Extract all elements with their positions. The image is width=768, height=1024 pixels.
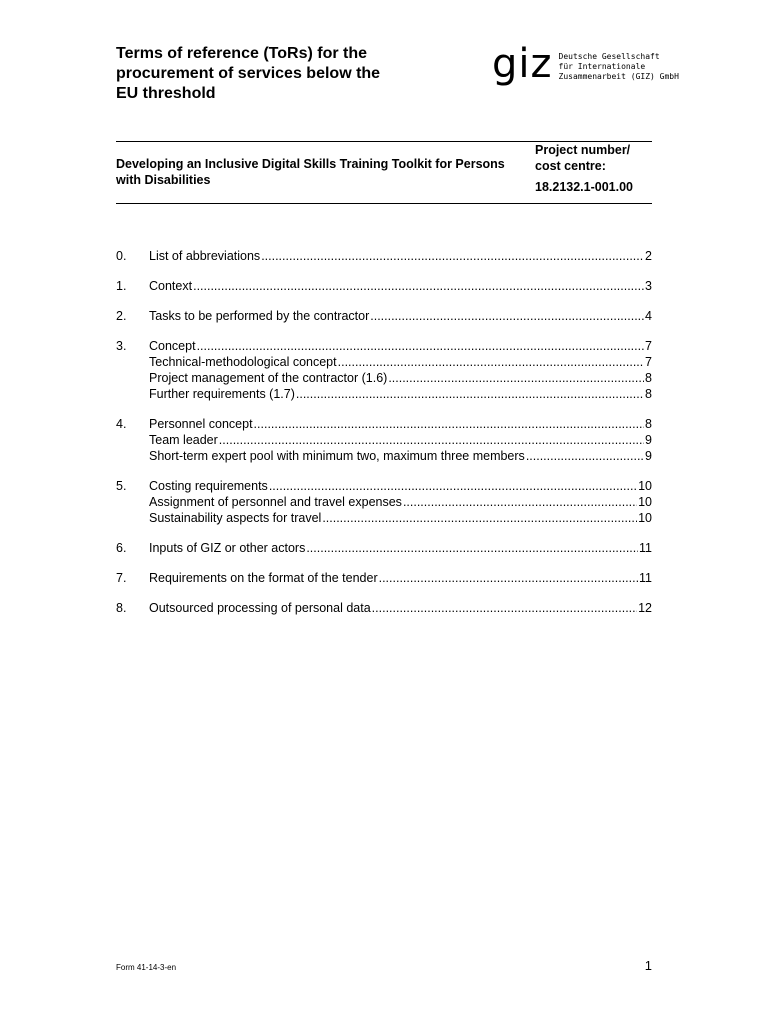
toc-dot-leader bbox=[306, 540, 638, 556]
toc-entry-title: Sustainability aspects for travel bbox=[149, 511, 322, 525]
toc-entry[interactable] bbox=[116, 448, 652, 464]
toc-entry-number: 5. bbox=[116, 479, 127, 493]
toc-entry-page: 12 bbox=[638, 601, 652, 615]
toc-dot-leader bbox=[372, 600, 637, 616]
project-title bbox=[116, 156, 526, 188]
toc-entry-title: Assignment of personnel and travel expenses bbox=[149, 495, 402, 509]
toc-entry-title: Further requirements (1.7) bbox=[149, 387, 295, 401]
toc-entry[interactable] bbox=[116, 416, 652, 432]
toc-dot-leader bbox=[379, 570, 638, 586]
toc-entry-title: Tasks to be performed by the contractor bbox=[149, 309, 370, 323]
form-number: Form 41-14-3-en bbox=[116, 963, 177, 972]
project-title-line: Developing an Inclusive Digital Skills Training Toolkit for Persons bbox=[116, 157, 505, 171]
toc-entry-number: 6. bbox=[116, 541, 127, 555]
toc-section bbox=[116, 338, 652, 402]
toc-entry[interactable] bbox=[116, 478, 652, 494]
toc-entry-title: Concept bbox=[149, 339, 196, 353]
toc-entry[interactable] bbox=[116, 570, 652, 586]
toc-dot-leader bbox=[219, 432, 644, 448]
toc-entry-page: 10 bbox=[638, 479, 652, 493]
project-title-line: with Disabilities bbox=[116, 173, 211, 187]
toc-section bbox=[116, 570, 652, 586]
toc-entry-title: Team leader bbox=[149, 433, 218, 447]
toc-entry-page: 7 bbox=[645, 355, 652, 369]
document-title-line: procurement of services below the bbox=[116, 65, 381, 82]
toc-entry-number: 0. bbox=[116, 249, 127, 263]
toc-entry[interactable] bbox=[116, 494, 652, 510]
toc-entry-title: List of abbreviations bbox=[149, 249, 261, 263]
toc-entry-page: 11 bbox=[639, 541, 652, 555]
toc-entry-page: 9 bbox=[645, 449, 652, 463]
toc-entry-number: 1. bbox=[116, 279, 127, 293]
toc-entry-number: 4. bbox=[116, 417, 127, 431]
toc-entry[interactable] bbox=[116, 370, 652, 386]
project-number-label-line: Project number/ bbox=[535, 143, 631, 157]
toc-entry-number: 2. bbox=[116, 309, 127, 323]
project-number-label-line: cost centre: bbox=[535, 159, 606, 173]
project-number: 18.2132.1-001.00 bbox=[535, 180, 634, 194]
toc-dot-leader bbox=[261, 248, 644, 264]
toc-entry[interactable] bbox=[116, 600, 652, 616]
toc-entry-page: 3 bbox=[645, 279, 652, 293]
toc-entry-title: Technical-methodological concept bbox=[149, 355, 337, 369]
page-number: 1 bbox=[644, 958, 652, 973]
toc-entry-number: 3. bbox=[116, 339, 127, 353]
toc-dot-leader bbox=[269, 478, 637, 494]
toc-entry-page: 11 bbox=[639, 571, 652, 585]
toc-dot-leader bbox=[338, 354, 644, 370]
toc-entry-page: 9 bbox=[645, 433, 652, 447]
toc-entry-page: 7 bbox=[645, 339, 652, 353]
toc-dot-leader bbox=[526, 448, 644, 464]
toc-entry-page: 2 bbox=[645, 249, 652, 263]
toc-entry[interactable] bbox=[116, 432, 652, 448]
document-title bbox=[116, 44, 436, 104]
toc-entry-page: 4 bbox=[645, 309, 652, 323]
toc-entry-number: 7. bbox=[116, 571, 127, 585]
toc-entry[interactable] bbox=[116, 308, 652, 324]
toc-entry-page: 10 bbox=[638, 495, 652, 509]
toc-entry-title: Requirements on the format of the tender bbox=[149, 571, 378, 585]
toc-dot-leader bbox=[403, 494, 637, 510]
toc-entry[interactable] bbox=[116, 540, 652, 556]
toc-entry[interactable] bbox=[116, 338, 652, 354]
giz-logo-text-line: Deutsche Gesellschaft bbox=[558, 52, 660, 61]
toc-entry-title: Personnel concept bbox=[149, 417, 253, 431]
giz-logo-text bbox=[559, 52, 679, 82]
table-of-contents bbox=[116, 248, 652, 630]
toc-section bbox=[116, 600, 652, 616]
toc-entry-title: Context bbox=[149, 279, 193, 293]
toc-section bbox=[116, 248, 652, 264]
toc-entry[interactable] bbox=[116, 386, 652, 402]
document-title-line: EU threshold bbox=[116, 85, 216, 102]
toc-entry-page: 8 bbox=[645, 371, 652, 385]
toc-dot-leader bbox=[296, 386, 644, 402]
toc-section bbox=[116, 278, 652, 294]
toc-entry[interactable] bbox=[116, 278, 652, 294]
toc-section bbox=[116, 308, 652, 324]
giz-logo-text-line: für Internationale bbox=[558, 62, 646, 71]
toc-entry-page: 10 bbox=[638, 511, 652, 525]
toc-entry[interactable] bbox=[116, 248, 652, 264]
toc-entry[interactable] bbox=[116, 354, 652, 370]
toc-entry-title: Inputs of GIZ or other actors bbox=[149, 541, 306, 555]
document-title-line: Terms of reference (ToRs) for the bbox=[116, 45, 368, 62]
project-number-label bbox=[535, 142, 655, 174]
toc-entry-page: 8 bbox=[645, 417, 652, 431]
toc-dot-leader bbox=[370, 308, 644, 324]
toc-entry-title: Outsourced processing of personal data bbox=[149, 601, 371, 615]
toc-entry[interactable] bbox=[116, 510, 652, 526]
bottom-rule bbox=[116, 203, 652, 204]
giz-logo bbox=[492, 41, 679, 90]
toc-section bbox=[116, 540, 652, 556]
toc-dot-leader bbox=[388, 370, 644, 386]
toc-entry-page: 8 bbox=[645, 387, 652, 401]
giz-logo-text-line: Zusammenarbeit (GIZ) GmbH bbox=[558, 72, 679, 81]
toc-entry-title: Project management of the contractor (1.6) bbox=[149, 371, 388, 385]
giz-logo-mark: giz bbox=[492, 41, 553, 87]
toc-entry-title: Short-term expert pool with minimum two, maximum three members bbox=[149, 449, 525, 463]
toc-section bbox=[116, 416, 652, 464]
toc-entry-title: Costing requirements bbox=[149, 479, 268, 493]
toc-section bbox=[116, 478, 652, 526]
toc-dot-leader bbox=[197, 338, 644, 354]
toc-entry-number: 8. bbox=[116, 601, 127, 615]
toc-dot-leader bbox=[254, 416, 645, 432]
toc-dot-leader bbox=[322, 510, 637, 526]
toc-dot-leader bbox=[193, 278, 644, 294]
